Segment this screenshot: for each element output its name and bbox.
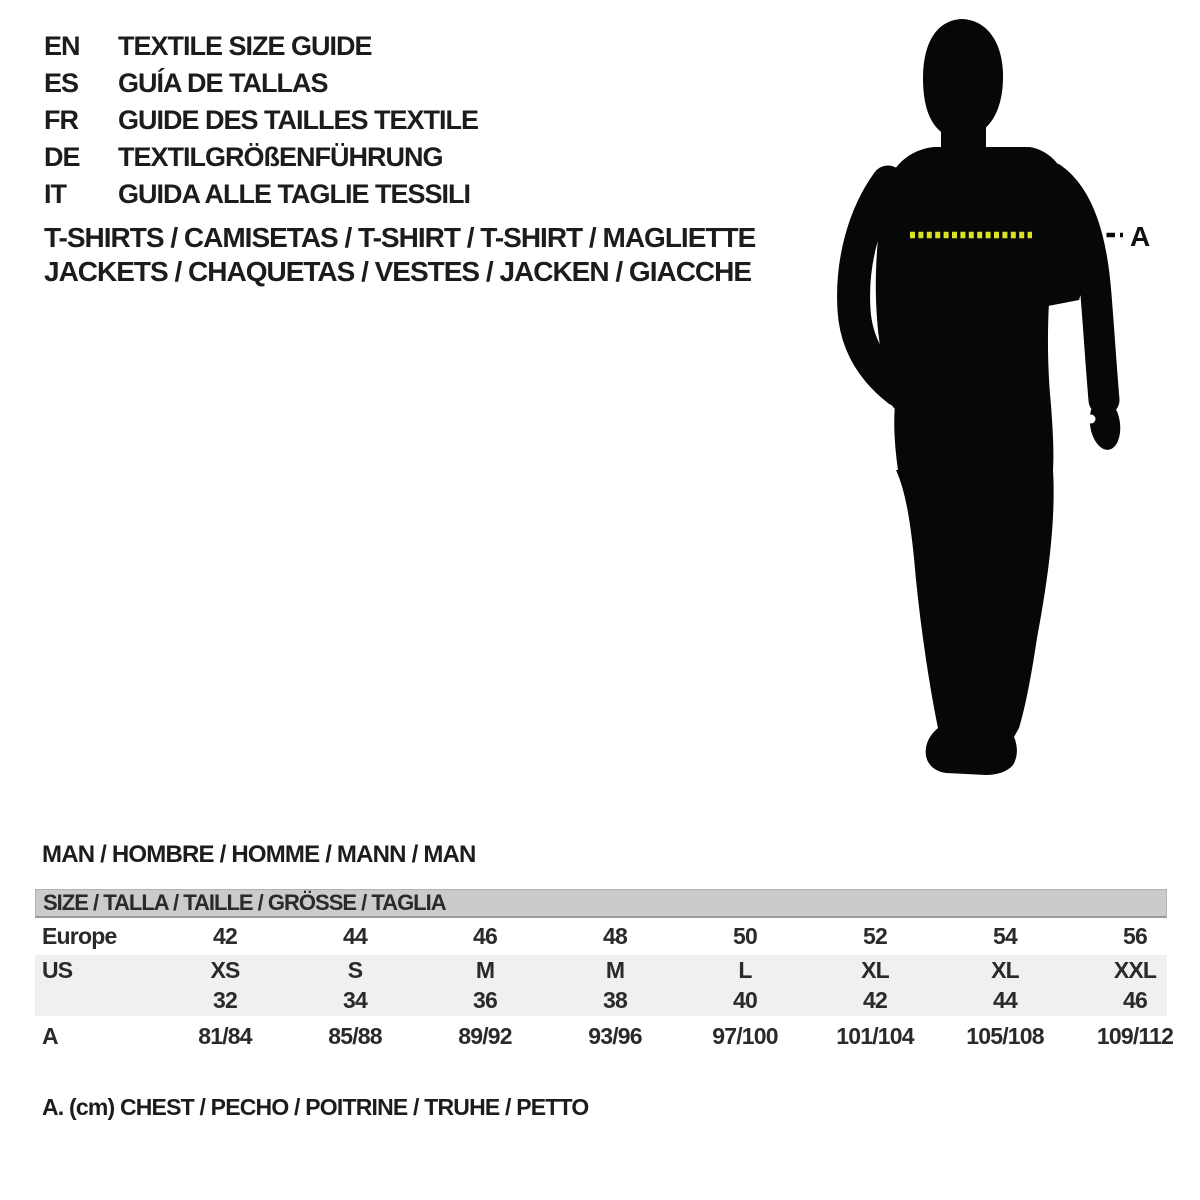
size-cell: M [475, 956, 495, 983]
man-silhouette [854, 19, 1124, 775]
size-cell: 40 [733, 987, 757, 1013]
language-row [44, 102, 478, 139]
language-guide-title: TEXTILE SIZE GUIDE [118, 31, 372, 61]
language-code: ES [44, 68, 79, 98]
size-cell: 97/100 [712, 1022, 778, 1049]
measurement-footnote: A. (cm) CHEST / PECHO / POITRINE / TRUHE / PETTO [42, 1094, 589, 1120]
size-cell: M [605, 956, 625, 983]
size-cell: 38 [603, 987, 627, 1013]
size-cell: 52 [863, 923, 887, 949]
language-code: EN [44, 31, 80, 61]
size-cell: XL [991, 956, 1019, 983]
size-cell: 46 [1123, 987, 1147, 1013]
table-row-numeric [35, 985, 1167, 1016]
language-row [44, 28, 478, 65]
size-cell: 44 [343, 923, 367, 949]
size-cell: 56 [1123, 923, 1147, 949]
table-row-chest [35, 1016, 1174, 1056]
language-guide-title: GUIDA ALLE TAGLIE TESSILI [118, 179, 470, 209]
size-cell: 42 [213, 923, 237, 949]
row-label: A [42, 1022, 58, 1049]
measure-label-a: A [1130, 221, 1151, 252]
size-cell: 46 [473, 923, 497, 949]
language-row [44, 65, 478, 102]
size-table [35, 889, 1174, 1056]
language-guide-list [44, 28, 478, 213]
hand-thumb-notch [1087, 415, 1096, 424]
language-guide-title: GUÍA DE TALLAS [118, 68, 328, 98]
size-cell: 81/84 [198, 1022, 252, 1049]
category-jackets: JACKETS / CHAQUETAS / VESTES / JACKEN / GIACCHE [44, 256, 752, 287]
size-cell: 105/108 [966, 1022, 1044, 1049]
size-cell: 44 [993, 987, 1017, 1013]
man-measurement-figure [820, 0, 1200, 800]
language-guide-title: TEXTILGRÖßENFÜHRUNG [118, 142, 443, 172]
language-code: FR [44, 105, 78, 135]
size-cell: 42 [863, 987, 887, 1013]
size-cell: L [738, 956, 752, 983]
size-cell: 34 [343, 987, 367, 1013]
language-guide-title: GUIDE DES TAILLES TEXTILE [118, 105, 479, 135]
size-cell: 36 [473, 987, 497, 1013]
language-row [44, 176, 478, 213]
size-cell: 109/112 [1096, 1022, 1174, 1049]
size-cell: XL [861, 956, 889, 983]
garment-categories [44, 221, 755, 289]
size-cell: 50 [733, 923, 757, 949]
section-title-man: MAN / HOMBRE / HOMME / MANN / MAN [42, 841, 476, 868]
size-cell: S [347, 956, 363, 983]
size-cell: 93/96 [588, 1022, 642, 1049]
table-row-us [35, 955, 1167, 985]
size-table-header: SIZE / TALLA / TAILLE / GRÖSSE / TAGLIA [35, 889, 1167, 918]
table-row-europe [35, 918, 1167, 955]
language-row [44, 139, 478, 176]
size-cell: 89/92 [458, 1022, 512, 1049]
size-cell: 101/104 [836, 1022, 914, 1049]
size-cell: 48 [603, 923, 627, 949]
row-label: US [42, 956, 73, 983]
man-silhouette-graphic [820, 0, 1200, 800]
size-cell: 54 [993, 923, 1017, 949]
language-code: DE [44, 142, 80, 172]
size-cell: XXL [1113, 956, 1157, 983]
row-label: Europe [42, 923, 117, 949]
language-code: IT [44, 179, 66, 209]
category-tshirts: T-SHIRTS / CAMISETAS / T-SHIRT / T-SHIRT / MAGLIETTE [44, 222, 756, 253]
size-cell: 85/88 [328, 1022, 382, 1049]
size-cell: XS [210, 956, 240, 983]
size-cell: 32 [213, 987, 237, 1013]
